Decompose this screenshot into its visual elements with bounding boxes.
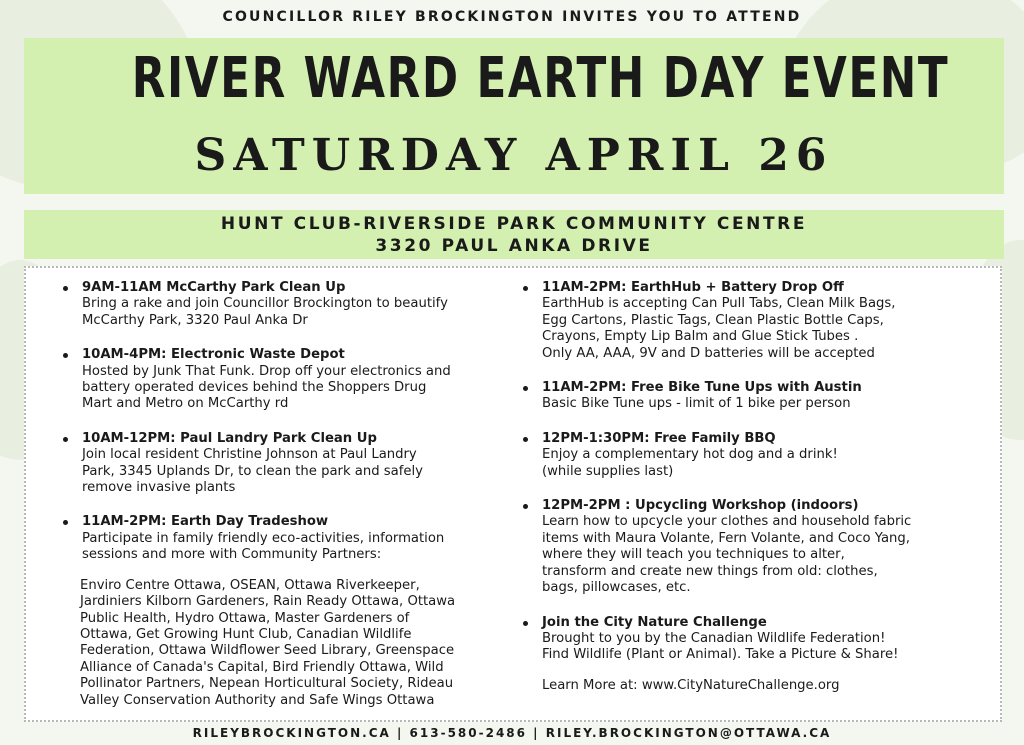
contact-footer: RILEYBROCKINGTON.CA | 613-580-2486 | RILEY.BROCKINGTON@OTTAWA.CA	[192, 726, 832, 740]
item-description: Basic Bike Tune ups - limit of 1 bike per person	[542, 396, 851, 412]
schedule-right-column	[520, 280, 970, 712]
schedule-left-column	[60, 280, 510, 727]
item-description: Enjoy a complementary hot dog and a drink! (while supplies last)	[542, 447, 838, 479]
schedule-item	[60, 514, 510, 708]
schedule-item	[60, 347, 510, 413]
schedule-item	[60, 280, 510, 329]
item-title: 10AM-12PM: Paul Landry Park Clean Up	[82, 430, 377, 446]
item-title: 11AM-2PM: Earth Day Tradeshow	[82, 514, 329, 530]
item-description: EarthHub is accepting Can Pull Tabs, Clean Milk Bags, Egg Cartons, Plastic Tags, Clean Plastic Bottle Caps, Crayons, Empty Lip Balm and Glue Stick Tubes . Only AA, AAA, 9V and D batteries will be accepted	[542, 296, 896, 361]
item-description: Participate in family friendly eco-activities, information sessions and more with Community Partners:	[82, 530, 445, 563]
item-description: Hosted by Junk That Funk. Drop off your electronics and battery operated devices behind the Shoppers Drug Mart and Metro on McCarthy rd	[82, 363, 451, 412]
partner-list: Enviro Centre Ottawa, OSEAN, Ottawa Riverkeeper, Jardiniers Kilborn Gardeners, Rain Ready Ottawa, Ottawa Public Health, Hydro Ottawa, Master Gardeners of Ottawa, Get Growing Hunt Club, Canadian Wildlife Federation, Ottawa Wildflower Seed Library, Greenspace Alliance of Canada's Capital, Bird Friendly Ottawa, Wild Pollinator Partners, Nepean Horticultural Society, Rideau Valley Conservation Authority and Safe Wings Ottawa	[80, 577, 456, 708]
schedule-item	[520, 431, 970, 480]
schedule-item	[520, 280, 970, 362]
item-title: 11AM-2PM: Free Bike Tune Ups with Austin	[542, 380, 862, 396]
item-title: 10AM-4PM: Electronic Waste Depot	[82, 347, 345, 363]
item-title: 11AM-2PM: EarthHub + Battery Drop Off	[542, 280, 844, 295]
schedule-panel	[24, 266, 1002, 722]
schedule-item	[60, 431, 510, 497]
schedule-item	[520, 380, 970, 413]
item-title: 9AM-11AM McCarthy Park Clean Up	[82, 280, 346, 295]
item-description: Learn how to upcycle your clothes and household fabric items with Maura Volante, Fern Volante, and Coco Yang, where they will teach you techniques to alter, transform and create new things from old: clothes, bags, pillowcases, etc.	[542, 514, 912, 596]
item-title: 12PM-1:30PM: Free Family BBQ	[542, 430, 776, 446]
event-title: RIVER WARD EARTH DAY EVENT	[131, 46, 950, 111]
schedule-item	[520, 615, 970, 695]
invitation-line: COUNCILLOR RILEY BROCKINGTON INVITES YOU TO ATTEND	[222, 9, 802, 25]
venue-name: HUNT CLUB-RIVERSIDE PARK COMMUNITY CENTRE	[220, 214, 808, 234]
item-description: Join local resident Christine Johnson at Paul Landry Park, 3345 Uplands Dr, to clean the park and safely remove invasive plants	[82, 447, 423, 496]
schedule-item	[520, 498, 970, 596]
item-title: Join the City Nature Challenge	[542, 614, 767, 630]
event-date: SATURDAY APRIL 26	[194, 130, 834, 181]
item-description: Bring a rake and join Councillor Brockington to beautify McCarthy Park, 3320 Paul Anka Dr	[82, 296, 448, 328]
venue-address: 3320 PAUL ANKA DRIVE	[375, 236, 653, 256]
item-description: Brought to you by the Canadian Wildlife Federation! Find Wildlife (Plant or Animal). Take a Picture & Share!	[542, 630, 899, 663]
learn-more-link[interactable]: Learn More at: www.CityNatureChallenge.org	[542, 677, 840, 693]
venue-banner	[24, 210, 1004, 259]
item-title: 12PM-2PM : Upcycling Workshop (indoors)	[542, 498, 859, 514]
